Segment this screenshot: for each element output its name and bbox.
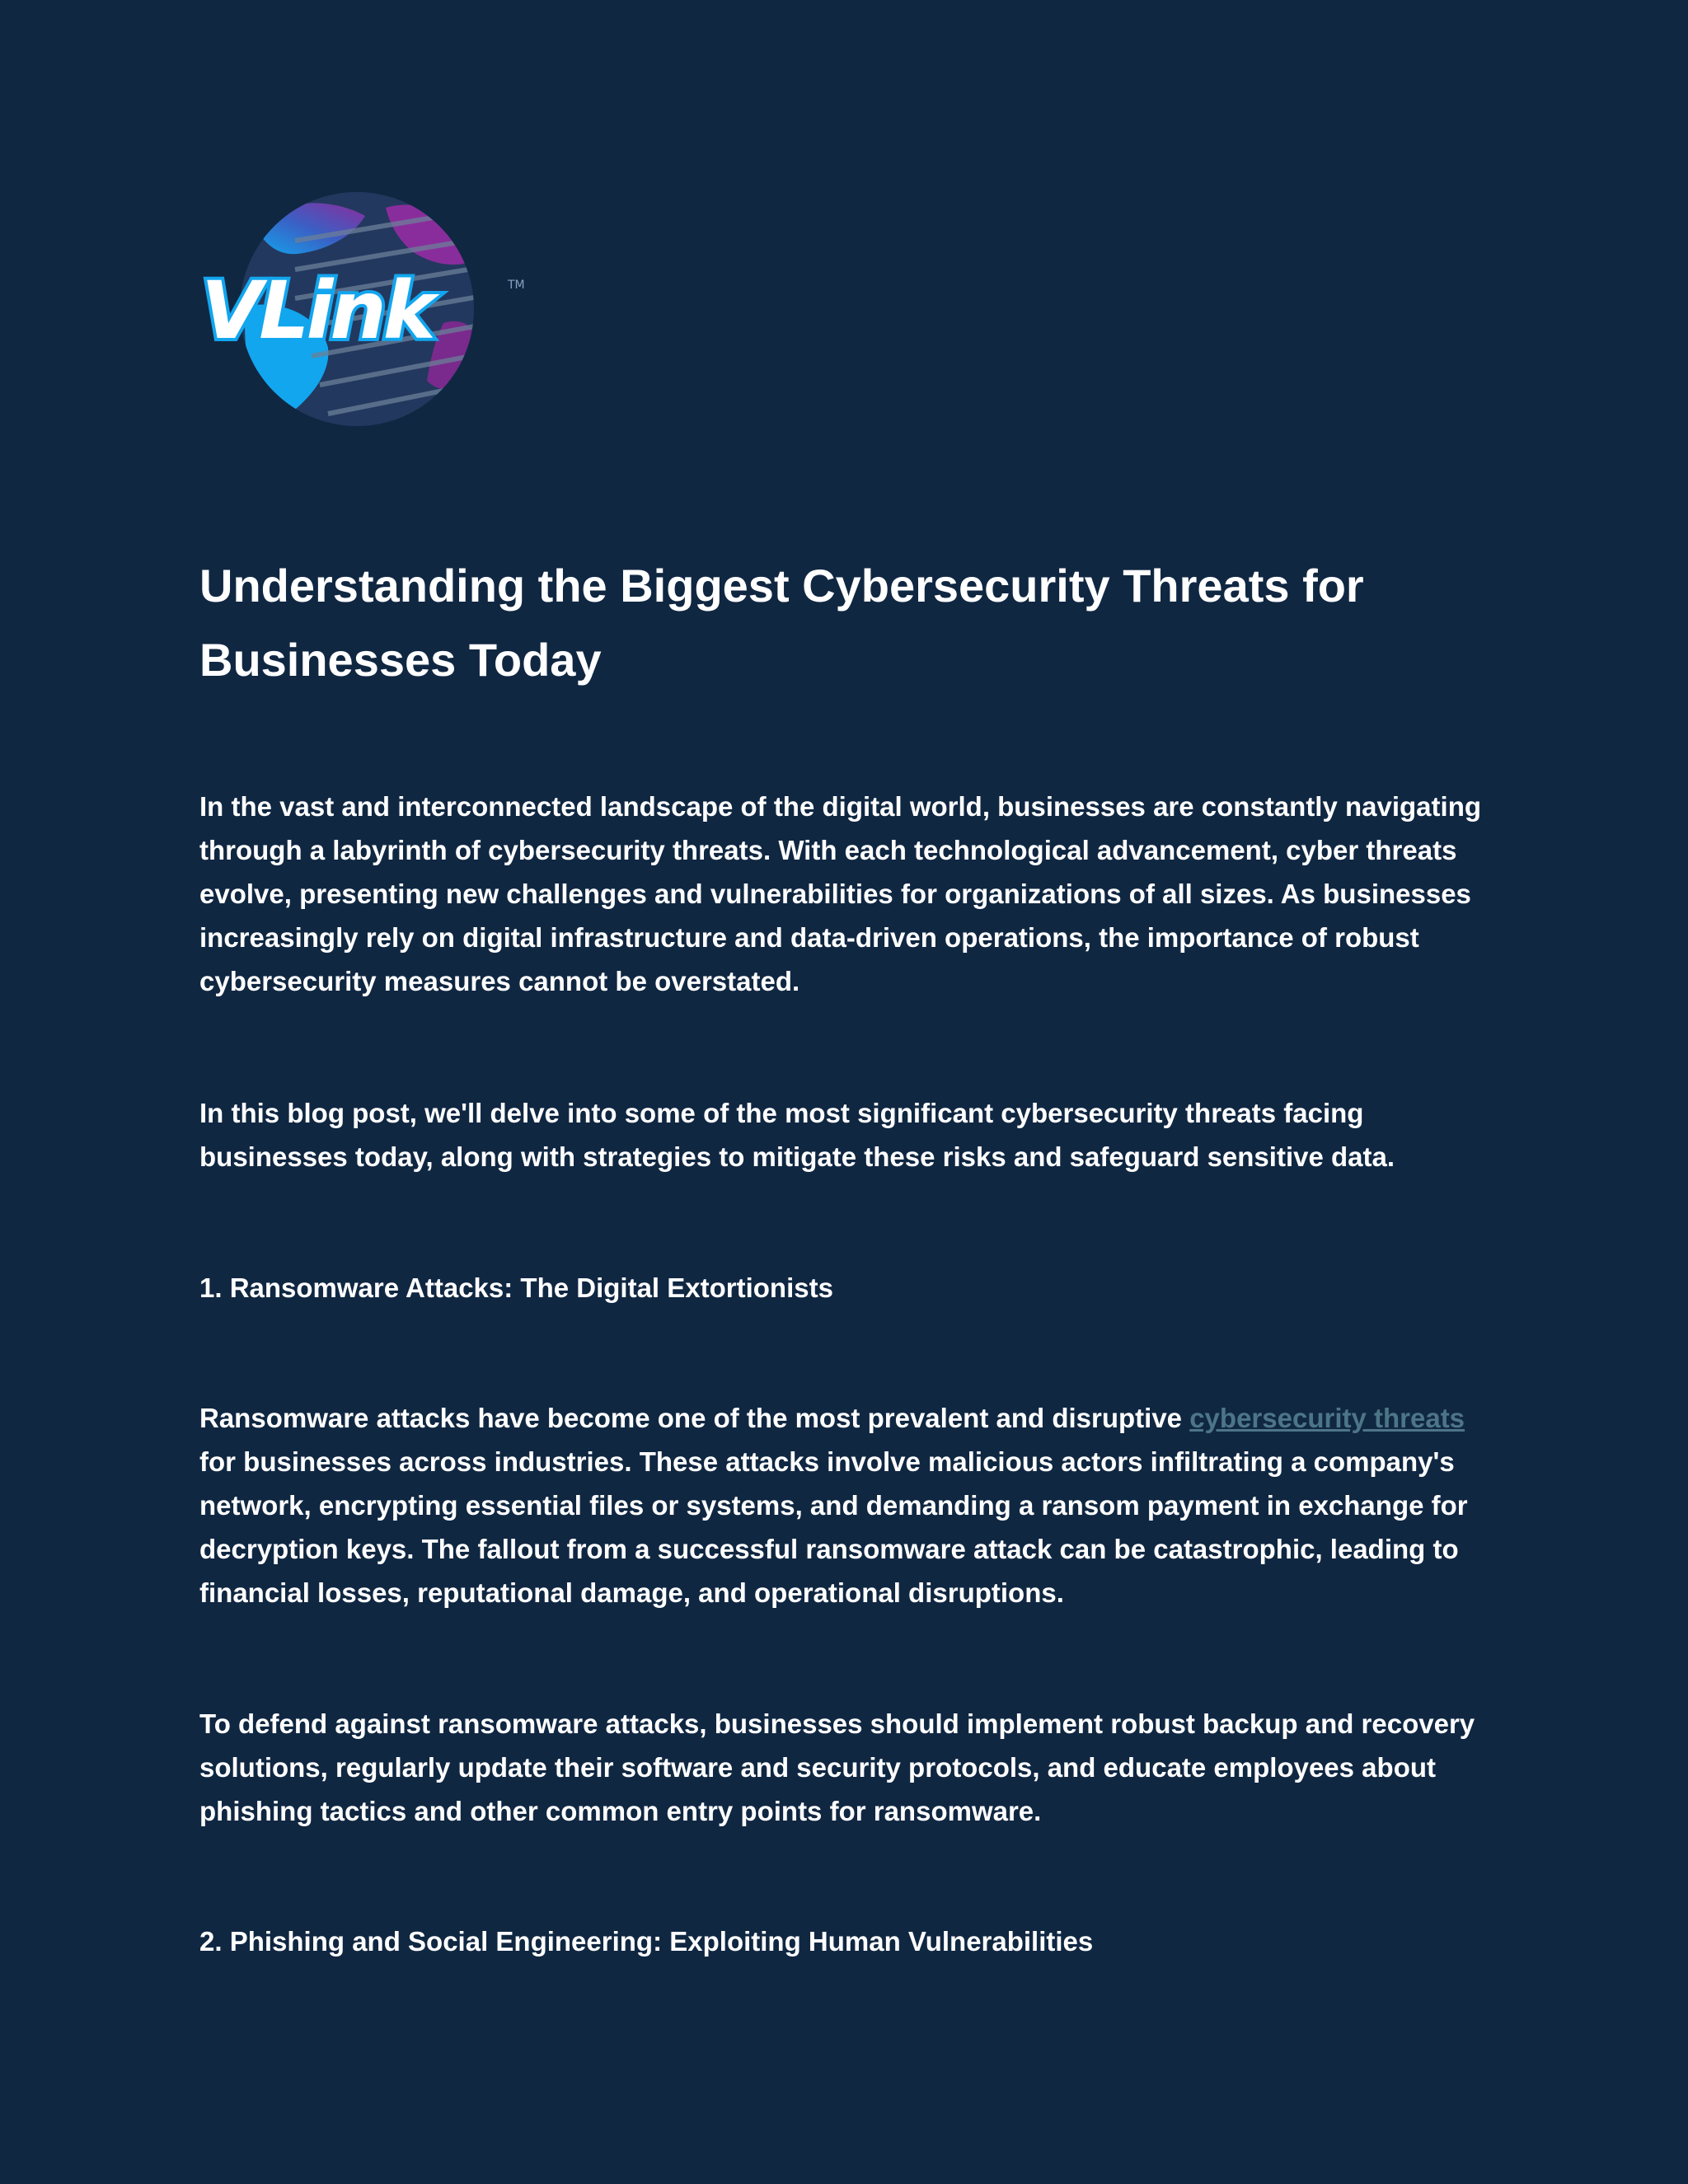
section-heading-phishing: 2. Phishing and Social Engineering: Exploiting Human Vulnerabilities [199, 1926, 1094, 1957]
ransomware-defense-paragraph: To defend against ransomware attacks, businesses should implement robust backup and recovery solutions, regularly update their software and security protocols, and educate employees about phishing tactics and other common entry points for ransomware. [199, 1708, 1475, 1826]
article-title: Understanding the Biggest Cybersecurity Threats for Businesses Today [199, 560, 1364, 686]
intro-paragraph: In the vast and interconnected landscape of the digital world, businesses are constantly navigating through a labyrinth of cybersecurity threats. With each technological advancement, cyber threats evolve, presenting new challenges and vulnerabilities for organizations of all sizes. As businesses increasingly rely on digital infrastructure and data-driven operations, the importance of robust cybersecurity measures cannot be overstated. [199, 791, 1482, 996]
ransomware-paragraph [199, 1396, 1485, 1615]
overview-paragraph: In this blog post, we'll delve into some of the most significant cybersecurity threats facing businesses today, along with strategies to mitigate these risks and safeguard sensitive data. [199, 1098, 1395, 1172]
cybersecurity-threats-link[interactable]: cybersecurity threats [1189, 1403, 1465, 1433]
ransomware-text-end: for businesses across industries. These attacks involve malicious actors infiltrating a company's network, encrypting essential files or systems, and demanding a ransom payment in exchange for decryption keys. The fallout from a successful ransomware attack can be catastrophic, leading to financial losses, reputational damage, and operational disruptions. [199, 1446, 1468, 1608]
section-heading-ransomware: 1. Ransomware Attacks: The Digital Extortionists [199, 1272, 833, 1303]
svg-text:TM: TM [508, 279, 525, 292]
svg-text:VLink: VLink [201, 265, 433, 357]
ransomware-text-start: Ransomware attacks have become one of the most prevalent and disruptive [199, 1403, 1190, 1433]
globe-logo-icon [196, 191, 534, 430]
vlink-logo [196, 191, 534, 430]
